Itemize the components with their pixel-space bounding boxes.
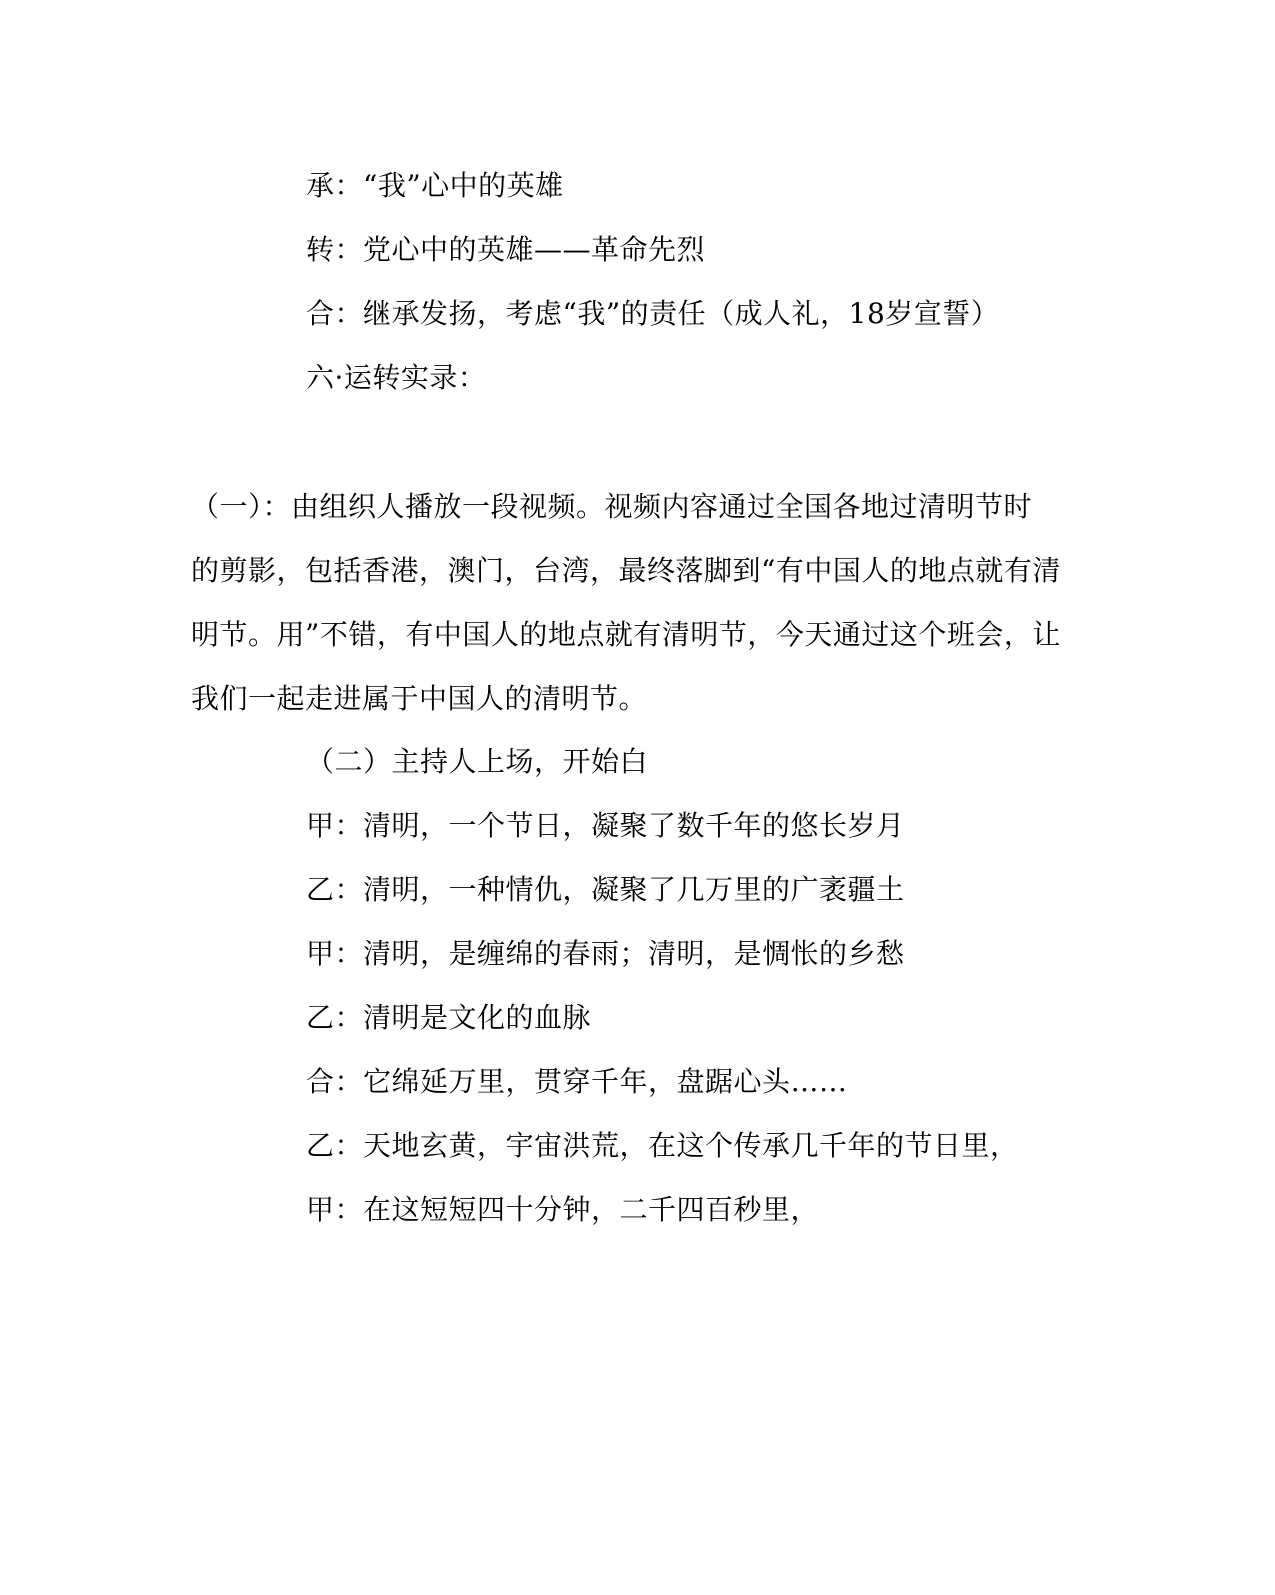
text-line-he: 合：继承发扬，考虑“我”的责任（成人礼，18岁宣誓） [306,297,1000,330]
section-heading-six: 六·运转实录： [306,361,487,394]
paragraph-line-4: 我们一起走进属于中国人的清明节。 [191,682,648,715]
text-line-zhuan: 转：党心中的英雄——革命先烈 [306,233,706,266]
dialogue-line-2: 乙：清明，一种情仇，凝聚了几万里的广袤疆土 [306,873,905,906]
dialogue-line-4: 乙：清明是文化的血脉 [306,1001,592,1034]
paragraph-line-2: 的剪影，包括香港，澳门，台湾，最终落脚到“有中国人的地点就有清 [191,554,1061,587]
text-line-cheng: 承：“我”心中的英雄 [306,169,564,202]
dialogue-line-5: 合：它绵延万里，贯穿千年，盘踞心头…… [306,1065,848,1098]
dialogue-line-7: 甲：在这短短四十分钟，二千四百秒里， [306,1193,820,1226]
section-heading-two: （二）主持人上场，开始白 [306,745,649,778]
dialogue-line-6: 乙：天地玄黄，宇宙洪荒，在这个传承几千年的节日里， [306,1129,1019,1162]
dialogue-line-1: 甲：清明，一个节日，凝聚了数千年的悠长岁月 [306,809,905,842]
paragraph-line-3: 明节。用”不错，有中国人的地点就有清明节，今天通过这个班会，让 [191,618,1061,651]
dialogue-line-3: 甲：清明，是缠绵的春雨；清明，是惆怅的乡愁 [306,937,905,970]
paragraph-line-1: （一）：由组织人播放一段视频。视频内容通过全国各地过清明节时 [191,490,1033,523]
